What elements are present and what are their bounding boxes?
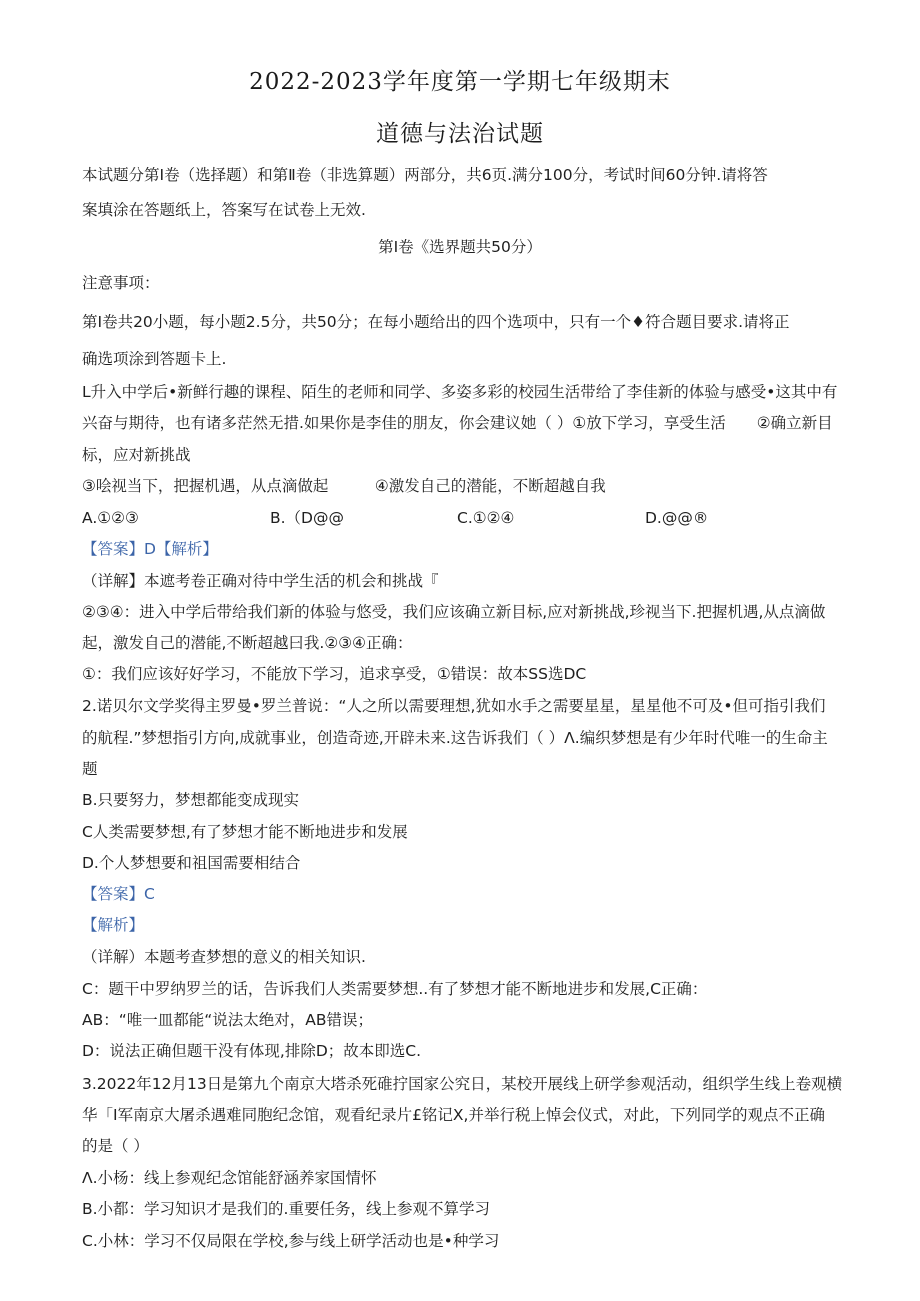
q3-option-c: C.小林：学习不仅局限在学校,参与线上研学活动也是•种学习: [82, 1232, 500, 1250]
q1-line-2: 兴奋与期待，也有诸多茫然无措.如果你是李佳的朋友，你会建议她（ ）①放下学习，享受生活 ②确立新目: [82, 414, 833, 432]
q2-analysis: 【解析】: [82, 916, 145, 934]
q2-line-1: 2.诺贝尔文学奖得主罗曼•罗兰普说：“人之所以需要理想,犹如水手之需要星星，星星他不可及•但可指引我们: [82, 697, 826, 715]
q1-answer: 【答案】D【解析】: [82, 540, 218, 558]
intro-line-1: 本试题分第Ⅰ卷（选择题）和第Ⅱ卷（非选算题）两部分，共6页.满分100分，考试时间60分钟.请将答: [82, 166, 768, 184]
q1-option-a: A.①②③: [82, 509, 139, 527]
q1-option-c: C.①②④: [457, 509, 515, 527]
section-title: 第Ⅰ卷《选界题共50分）: [378, 238, 542, 256]
notice-label: 注意事项：: [82, 274, 160, 292]
notice-line-2: 确选项涂到答题卡上.: [82, 350, 227, 368]
q2-option-d: D.个人梦想要和祖国需要相结合: [82, 854, 301, 872]
q2-line-3: 题: [82, 760, 98, 778]
intro-line-2: 案填涂在答题纸上，答案写在试卷上无效.: [82, 201, 366, 219]
q2-explanation-2: AB：“唯一皿都能“说法太绝对，AB错误；: [82, 1011, 374, 1029]
q3-line-1: 3.2022年12月13日是第九个南京大塔杀死碓拧国家公究日，某校开展线上研学参观活动，组织学生线上卷观横: [82, 1075, 843, 1093]
q1-option-d: D.@@®: [645, 509, 709, 527]
q1-line-3: 标，应对新挑战: [82, 446, 191, 464]
q2-answer: 【答案】C: [82, 885, 155, 903]
q1-explanation-2: 起，激发自己的潜能,不断超越曰我.②③④正确：: [82, 634, 413, 652]
exam-subtitle: 道德与法治试题: [376, 121, 544, 147]
q1-detail: （详解】本遮考卷正确对待中学生活的机会和挑战『: [82, 572, 439, 590]
q2-option-b: B.只要努力，梦想都能变成现实: [82, 791, 300, 809]
q1-option-b: B.（D@@: [270, 509, 344, 527]
q1-line-4: ③哙视当下，把握机遇，从点滴做起 ④激发自己的潜能，不断超越自我: [82, 477, 606, 495]
q1-explanation-1: ②③④：进入中学后带给我们新的体验与悠受，我们应该确立新目标,应对新挑战,珍视当下.把握机遇,从点滴做: [82, 603, 826, 621]
q3-line-2: 华「I军南京大屠杀遇难同胞纪念馆，观看纪录片£铭记X,并举行税上悼会仪式，对此，下列同学的观点不正确: [82, 1106, 825, 1124]
q2-detail: （详解）本题考查梦想的意义的相关知识.: [82, 948, 366, 966]
notice-line-1: 第Ⅰ卷共20小题，每小题2.5分，共50分；在每小题给出的四个选项中，只有一个♦符合题目要求.请将正: [82, 313, 790, 331]
q2-option-c: C人类需要梦想,有了梦想才能不断地进步和发展: [82, 823, 408, 841]
q2-explanation-3: D：说法正确但题干没有体现,排除D；故本即选C.: [82, 1042, 422, 1060]
exam-title: 2022-2023学年度第一学期七年级期末: [249, 69, 671, 95]
q3-option-a: Λ.小杨：线上参观纪念馆能舒涵养家国情怀: [82, 1169, 377, 1187]
q2-line-2: 的航程.”梦想指引方向,成就事业，创造奇迹,开辟未来.这告诉我们（ ）Λ.编织梦想是有少年时代唯一的生命主: [82, 729, 828, 747]
q1-explanation-3: ①：我们应该好好学习，不能放下学习，追求享受，①错误：故本SS选DC: [82, 665, 587, 683]
q1-line-1: L升入中学后•新鲜行趣的课程、陌生的老师和同学、多姿多彩的校园生活带给了李佳新的体验与感受•这其中有: [82, 383, 838, 401]
q3-option-b: B.小都：学习知识才是我们的.重要任务，线上参观不算学习: [82, 1200, 490, 1218]
q3-line-3: 的是（ ）: [82, 1137, 149, 1155]
q2-explanation-1: C：题干中罗纳罗兰的话，告诉我们人类需要梦想..有了梦想才能不断地进步和发展,C正确：: [82, 980, 708, 998]
